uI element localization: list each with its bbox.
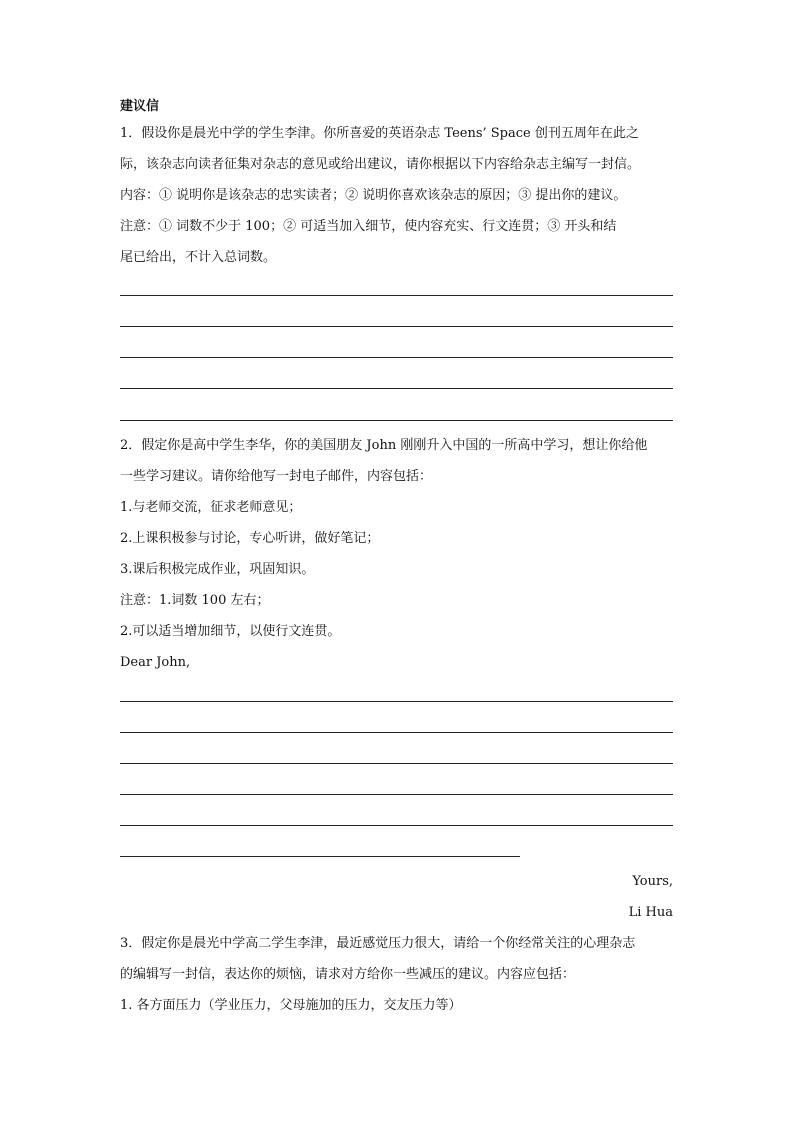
answer-line[interactable] [120,732,673,733]
answer-line[interactable] [120,701,673,702]
q3-line-2: 的编辑写一封信，表达你的烦恼，请求对方给你一些减压的建议。内容应包括： [120,967,576,982]
q3-line-3: 1. 各方面压力（学业压力，父母施加的压力，交友压力等） [120,998,462,1013]
q2-line-7: 2.可以适当增加细节，以使行文连贯。 [120,624,341,639]
q2-signature: Li Hua [628,905,673,920]
q1-line-2: 际，该杂志向读者征集对杂志的意见或给出建议，请你根据以下内容给杂志主编写一封信。 [120,157,641,172]
answer-line[interactable] [120,357,673,358]
section-title: 建议信 [120,99,160,114]
answer-line[interactable] [120,856,520,857]
q3-line-1: 3．假定你是晨光中学高二学生李津，最近感觉压力很大，请给一个你经常关注的心理杂志 [120,936,636,951]
answer-line[interactable] [120,420,673,421]
q2-closing: Yours, [632,874,673,889]
answer-line[interactable] [120,763,673,764]
q2-line-6: 注意：1.词数 100 左右； [120,593,270,608]
q1-line-4: 注意：① 词数不少于 100；② 可适当加入细节，使内容充实、行文连贯；③ 开头和结 [120,219,617,234]
q2-line-4: 2.上课积极参与讨论，专心听讲，做好笔记； [120,531,380,546]
q1-line-1: 1．假设你是晨光中学的学生李津。你所喜爱的英语杂志 Teens’ Space 创刊五周年在此之 [120,126,639,141]
q2-line-5: 3.课后积极完成作业，巩固知识。 [120,562,315,577]
answer-line[interactable] [120,825,673,826]
q2-line-1: 2．假定你是高中学生李华，你的美国朋友 John 刚刚升入中国的一所高中学习，想让你给他 [120,438,648,453]
q1-line-5: 尾已给出，不计入总词数。 [120,250,277,265]
q2-line-2: 一些学习建议。请你给他写一封电子邮件，内容包括： [120,469,433,484]
q2-salutation: Dear John, [120,655,191,670]
q1-line-3: 内容：① 说明你是该杂志的忠实读者；② 说明你喜欢该杂志的原因；③ 提出你的建议。 [120,188,627,203]
answer-line[interactable] [120,295,673,296]
answer-line[interactable] [120,388,673,389]
q2-line-3: 1.与老师交流，征求老师意见； [120,500,302,515]
answer-line[interactable] [120,326,673,327]
answer-line[interactable] [120,794,673,795]
